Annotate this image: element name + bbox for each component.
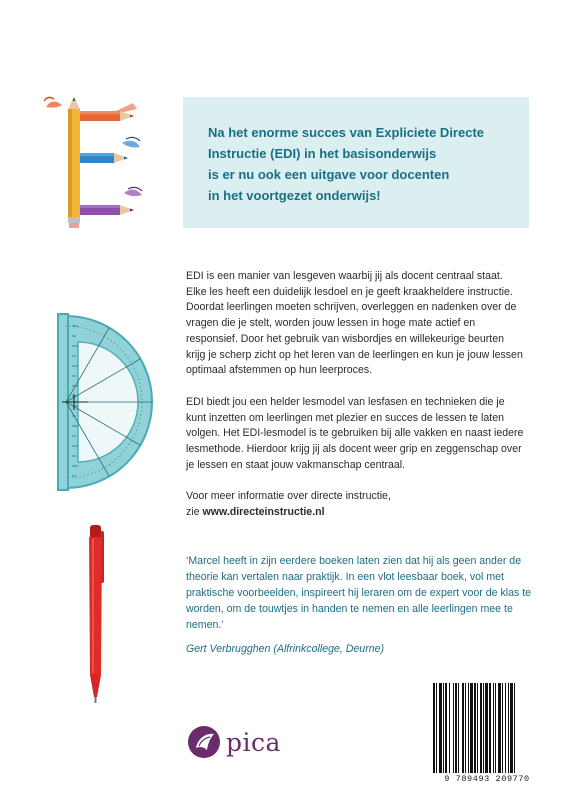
intro-line: in het voortgezet onderwijs! — [208, 188, 381, 203]
isbn-barcode — [431, 683, 543, 775]
more-info-paragraph — [186, 489, 526, 520]
barcode-bar — [436, 683, 437, 773]
barcode-bar — [439, 683, 442, 773]
barcode-bar — [480, 683, 482, 773]
testimonial-quote — [186, 553, 534, 657]
description-paragraph: EDI is een manier van lesgeven waarbij jij als docent centraal staat. Elke les heeft een duidelijk lesdoel en je geeft kraakheldere instructie. Doordat leerlingen moeten schrijven, overleggen en nadenken over de vragen die je stelt, worden jouw lessen in hoge mate actief en responsief. Door het gebruik van wisbordjes en willekeurige beurten krijg je scherp zicht op het leren van de leerlingen en kun je jouw lessen optimaal afstemmen op hun leerproces. — [186, 270, 523, 377]
quote-text: ‘Marcel heeft in zijn eerdere boeken laten zien dat hij als geen ander de theorie kan vertalen naar praktijk. In een vlot leesbaar boek, vol met praktische voorbeelden, inspireert hij leraren om de expert voor de klas te worden, om de touwtjes in handen te nemen en alle leerlingen mee te nemen.’ — [186, 555, 532, 631]
description-paragraph: EDI biedt jou een helder lesmodel van lesfasen en technieken die je kunt inzetten om leerlingen met plezier en succes de lessen te laten volgen. Het EDI-lesmodel is te gebruiken bij alle vakken en naast iedere lesmethode. Hierdoor krijg jij als docent weer grip en zeggenschap over je lessen en staat jouw vakmanschap centraal. — [186, 395, 524, 471]
barcode-bar — [489, 683, 491, 773]
pencils-letter-e-icon — [38, 95, 148, 235]
website-link[interactable]: www.directeinstructie.nl — [202, 506, 325, 519]
barcode-bar — [455, 683, 457, 773]
intro-line: Instructie (EDI) in het basisonderwijs — [208, 146, 437, 161]
barcode-bar — [505, 683, 506, 773]
barcode-bar — [495, 683, 496, 773]
barcode-bar — [508, 683, 509, 773]
publisher-name: pica — [226, 727, 281, 757]
more-info-text: Voor meer informatie over directe instructie, — [186, 490, 391, 503]
barcode-bar — [493, 683, 494, 773]
barcode-bar — [445, 683, 447, 773]
barcode-bar — [465, 683, 466, 773]
isbn-digits: 9 789493 209770 — [444, 774, 530, 784]
description-body — [186, 269, 526, 521]
barcode-bar — [483, 683, 484, 773]
barcode-bar — [443, 683, 444, 773]
intro-highlight-text — [208, 122, 518, 206]
barcode-bar — [502, 683, 503, 773]
barcode-bar — [470, 683, 473, 773]
barcode-bar — [468, 683, 469, 773]
barcode-bar — [449, 683, 450, 773]
barcode-bar — [477, 683, 478, 773]
more-info-prefix: zie — [186, 506, 200, 519]
barcode-bar — [462, 683, 464, 773]
pica-logo-icon — [186, 724, 222, 760]
quote-author: Gert Verbrugghen (Alfrinkcollege, Deurne) — [186, 643, 385, 655]
intro-line: is er nu ook een uitgave voor docenten — [208, 167, 450, 182]
barcode-bar — [498, 683, 501, 773]
protractor-letter-d-icon — [48, 306, 168, 498]
barcode-bar — [474, 683, 476, 773]
publisher-logo — [186, 722, 281, 762]
barcode-bar — [510, 683, 513, 773]
barcode-bar — [453, 683, 454, 773]
barcode-bar — [458, 683, 459, 773]
red-pen-icon — [82, 525, 108, 705]
barcode-bar — [514, 683, 515, 773]
intro-highlight-box — [183, 97, 529, 228]
barcode-bar — [433, 683, 435, 773]
intro-line: Na het enorme succes van Expliciete Directe — [208, 125, 485, 140]
barcode-bar — [485, 683, 488, 773]
